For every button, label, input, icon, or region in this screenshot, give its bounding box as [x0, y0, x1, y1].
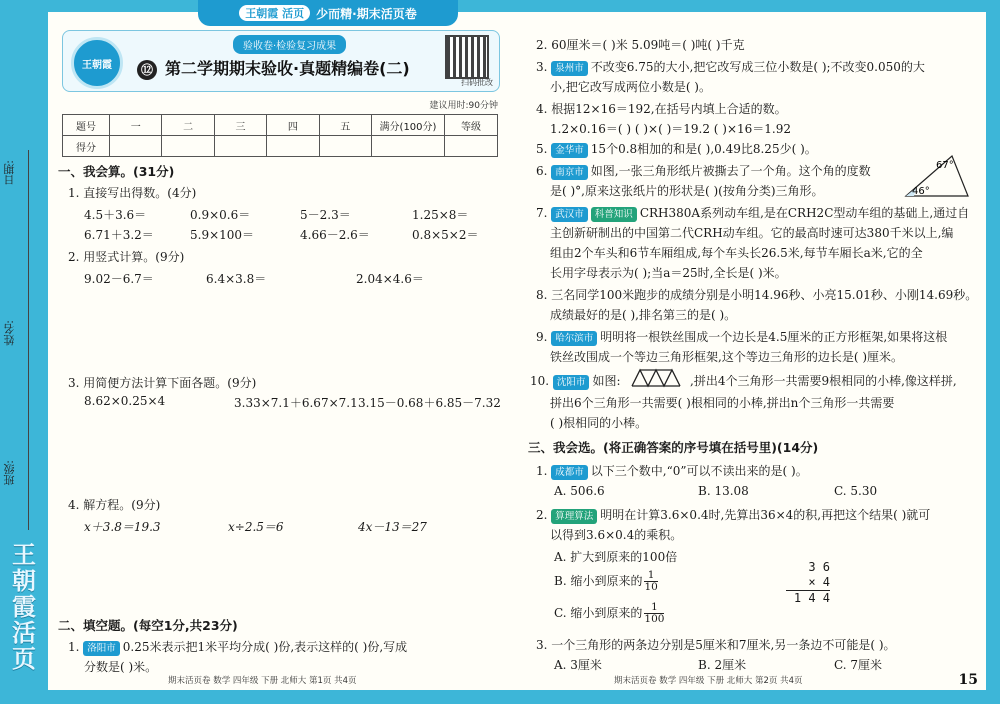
qr-label: 扫码批改 [461, 78, 493, 87]
topic-tag: 算理算法 [551, 509, 597, 524]
q1-item: 4.5＋3.6＝ [84, 208, 147, 222]
fraction-denominator: 100 [644, 613, 665, 625]
region-tag: 金华市 [551, 143, 588, 158]
score-input-cell[interactable] [110, 136, 162, 157]
score-table-header-row [63, 115, 498, 136]
fill-q10-line3: ( )根相同的小棒。 [550, 416, 648, 430]
choice-q1-num: 1. [536, 464, 548, 478]
score-table-score-row [63, 136, 498, 157]
score-table [62, 114, 498, 157]
fill-q1-line2: 分数是( )米。 [84, 660, 158, 674]
fill-q5 [536, 140, 817, 158]
score-input-cell[interactable] [319, 136, 371, 157]
fill-q1-line1 [68, 638, 407, 656]
vertical-multiplication [786, 560, 830, 606]
choice-q1 [536, 462, 808, 480]
exam-number: ⑫ [137, 60, 157, 80]
header-chip: 验收卷·检验复习成果 [233, 35, 346, 54]
fill-q10-num: 10. [530, 374, 550, 388]
choice-option[interactable]: A. 506.6 [554, 484, 605, 498]
section-2-title: 二、填空题。(每空1分,共23分) [58, 618, 238, 633]
choice-option[interactable] [554, 602, 664, 625]
page-number: 15 [958, 672, 978, 688]
fill-q4-line2: 1.2×0.16＝( ) ( )×( )＝19.2 ( )×16＝1.92 [550, 122, 792, 136]
fill-q6-num: 6. [536, 164, 548, 178]
region-tag: 泉州市 [551, 61, 588, 76]
fraction [644, 570, 657, 593]
fill-q3-num: 3. [536, 60, 548, 74]
fill-q10-line1b: ,拼出4个三角形一共需要9根相同的小棒,像这样拼, [690, 374, 957, 388]
region-tag: 武汉市 [551, 207, 588, 222]
right-footer: 期末活页卷 数学 四年级 下册 北师大 第2页 共4页 [614, 676, 803, 686]
torn-triangle-figure [902, 150, 972, 200]
date-label: 日期: [3, 160, 16, 186]
fill-q7-line4: 长用字母表示为( );当a＝25时,全长是( )米。 [550, 266, 787, 280]
side-strip [0, 0, 48, 704]
right-page [514, 12, 986, 690]
fill-q7-line1 [536, 204, 969, 222]
angle-67-label: 67° [936, 160, 954, 171]
score-cell: 得分 [63, 136, 110, 157]
fill-q10-line1 [530, 372, 620, 390]
region-tag: 南京市 [551, 165, 588, 180]
q1-item: 0.9×0.6＝ [190, 208, 251, 222]
q2-item: 2.04×4.6＝ [356, 272, 424, 286]
fill-q7-num: 7. [536, 206, 548, 220]
choice-option[interactable]: B. 2厘米 [698, 658, 747, 672]
side-writing-line [28, 150, 29, 530]
fill-q5-num: 5. [536, 142, 548, 156]
choice-q2-line1 [536, 506, 930, 524]
q4-item: 4x－13＝27 [358, 520, 427, 534]
q2-item: 6.4×3.8＝ [206, 272, 267, 286]
q3-title: 3. 用简便方法计算下面各题。(9分) [68, 376, 257, 390]
fill-q8-line2: 成绩最好的是( ),排名第三的是( )。 [550, 308, 737, 322]
q1-item: 1.25×8＝ [412, 208, 469, 222]
stick-triangles-figure [630, 368, 688, 388]
angle-46-label: 46° [912, 186, 930, 197]
region-tag: 沈阳市 [553, 375, 590, 390]
q1-item: 5.9×100＝ [190, 228, 255, 242]
choice-q2-num: 2. [536, 508, 548, 522]
vert-row: × 4 [786, 575, 830, 591]
side-brand: 王朝霞活页 [12, 540, 36, 673]
name-label: 姓名: [3, 320, 16, 346]
fill-q2: 2. 60厘米＝( )米 5.09吨＝( )吨( )千克 [536, 38, 745, 52]
q3-item: 3.15－0.68＋6.85－7.32 [358, 396, 501, 410]
score-input-cell[interactable] [214, 136, 266, 157]
top-banner-brand: 王朝霞 活页 [239, 5, 310, 21]
region-tag: 哈尔滨市 [551, 331, 597, 346]
fraction-denominator: 10 [644, 581, 658, 593]
q1-item: 0.8×5×2＝ [412, 228, 479, 242]
fill-q7-text: CRH380A系列动车组,是在CRH2C型动车组的基础上,通过自 [639, 206, 970, 220]
score-cell: 等级 [445, 115, 498, 136]
fill-q7-line2: 主创新研制出的中国第二代CRH动车组。它的最高时速可达380千米以上,编 [550, 226, 954, 240]
fill-q1-text: 0.25米表示把1米平均分成( )份,表示这样的( )份,写成 [122, 640, 408, 654]
q1-title: 1. 直接写出得数。(4分) [68, 186, 197, 200]
choice-q1-text: 以下三个数中,“0”可以不读出来的是( )。 [590, 464, 808, 478]
score-cell: 一 [110, 115, 162, 136]
fill-q9-line1 [536, 328, 947, 346]
fill-q8-line1: 8. 三名同学100米跑步的成绩分别是小明14.96秒、小亮15.01秒、小刚14.69秒。 [536, 288, 978, 302]
score-cell: 五 [319, 115, 371, 136]
fill-q3-line1 [536, 58, 925, 76]
section-1-title: 一、我会算。(31分) [58, 164, 175, 179]
fill-q9-text: 明明将一根铁丝围成一个边长是4.5厘米的正方形框架,如果将这根 [600, 330, 948, 344]
choice-option[interactable] [554, 570, 658, 593]
score-input-cell[interactable] [267, 136, 319, 157]
choice-option[interactable]: B. 13.08 [698, 484, 749, 498]
score-cell: 满分(100分) [372, 115, 445, 136]
choice-q2-line2: 以得到3.6×0.4的乘积。 [550, 528, 683, 542]
fraction [644, 602, 664, 625]
fill-q4-line1: 4. 根据12×16＝192,在括号内填上合适的数。 [536, 102, 787, 116]
region-tag: 成都市 [551, 465, 588, 480]
score-cell: 四 [267, 115, 319, 136]
q4-item: x＋3.8＝19.3 [84, 520, 161, 534]
time-note: 建议用时:90分钟 [429, 101, 498, 111]
q1-item: 6.71＋3.2＝ [84, 228, 154, 242]
fill-q6-line2: 是( )°,原来这张纸片的形状是( )(按角分类)三角形。 [550, 184, 824, 198]
class-label: 班级: [3, 460, 16, 486]
q4-item: x÷2.5＝6 [228, 520, 284, 534]
exam-header [62, 30, 500, 92]
score-cell: 题号 [63, 115, 110, 136]
score-input-cell[interactable] [162, 136, 214, 157]
fill-q10-line2: 拼出6个三角形一共需要( )根相同的小棒,拼出n个三角形一共需要 [550, 396, 895, 410]
region-tag: 洛阳市 [83, 641, 120, 656]
fill-q9-num: 9. [536, 330, 548, 344]
fraction-numerator: 1 [644, 570, 657, 582]
q4-title: 4. 解方程。(9分) [68, 498, 161, 512]
score-input-cell[interactable] [372, 136, 445, 157]
q3-item: 3.33×7.1＋6.67×7.1 [234, 396, 358, 410]
fill-q6-line1 [536, 162, 871, 180]
q1-item: 4.66－2.6＝ [300, 228, 370, 242]
fill-q7-line3: 组由2个车头和6节车厢组成,每个车头长26.5米,每节车厢长a米,它的全 [550, 246, 923, 260]
choice-option[interactable]: A. 3厘米 [554, 658, 602, 672]
fill-q10-text: 如图: [592, 374, 621, 388]
q3-item: 8.62×0.25×4 [84, 394, 166, 408]
choice-q2-text: 明明在计算3.6×0.4时,先算出36×4的积,再把这个结果( )就可 [600, 508, 931, 522]
q2-item: 9.02－6.7＝ [84, 272, 154, 286]
topic-tag: 科普知识 [591, 207, 637, 222]
choice-option-text: B. 缩小到原来的 [554, 574, 643, 588]
choice-option[interactable]: C. 5.30 [834, 484, 878, 498]
q2-title: 2. 用竖式计算。(9分) [68, 250, 185, 264]
score-input-cell[interactable] [445, 136, 498, 157]
section-3-title: 三、我会选。(将正确答案的序号填在括号里)(14分) [528, 440, 819, 455]
vert-row: 1 4 4 [793, 591, 830, 605]
choice-option[interactable]: C. 7厘米 [834, 658, 883, 672]
choice-option[interactable]: A. 扩大到原来的100倍 [554, 550, 678, 564]
brand-logo: 王朝霞 [71, 37, 123, 89]
top-banner-text: 少而精·期末活页卷 [316, 6, 417, 21]
q1-item: 5－2.3＝ [300, 208, 351, 222]
left-footer: 期末活页卷 数学 四年级 下册 北师大 第1页 共4页 [168, 676, 357, 686]
fill-q5-text: 15个0.8相加的和是( ),0.49比8.25少( )。 [590, 142, 817, 156]
fill-q3-text: 不改变6.75的大小,把它改写成三位小数是( );不改变0.050的大 [590, 60, 925, 74]
fill-q6-text: 如图,一张三角形纸片被撕去了一个角。这个角的度数 [590, 164, 871, 178]
left-page [48, 6, 514, 690]
choice-option-text: C. 缩小到原来的 [554, 606, 643, 620]
score-cell: 三 [214, 115, 266, 136]
fill-q9-line2: 铁丝改围成一个等边三角形框架,这个等边三角形的边长是( )厘米。 [550, 350, 903, 364]
fill-q3-line2: 小,把它改写成两位小数是( )。 [550, 80, 711, 94]
exam-title-text: 第二学期期末验收·真题精编卷(二) [165, 59, 410, 78]
top-banner [198, 0, 458, 26]
choice-q3: 3. 一个三角形的两条边分别是5厘米和7厘米,另一条边不可能是( )。 [536, 638, 896, 652]
score-cell: 二 [162, 115, 214, 136]
fraction-numerator: 1 [644, 602, 664, 614]
fill-q1-num: 1. [68, 640, 80, 654]
vert-row: 3 6 [808, 560, 830, 574]
exam-title [137, 56, 410, 80]
qr-code-icon [445, 35, 489, 79]
